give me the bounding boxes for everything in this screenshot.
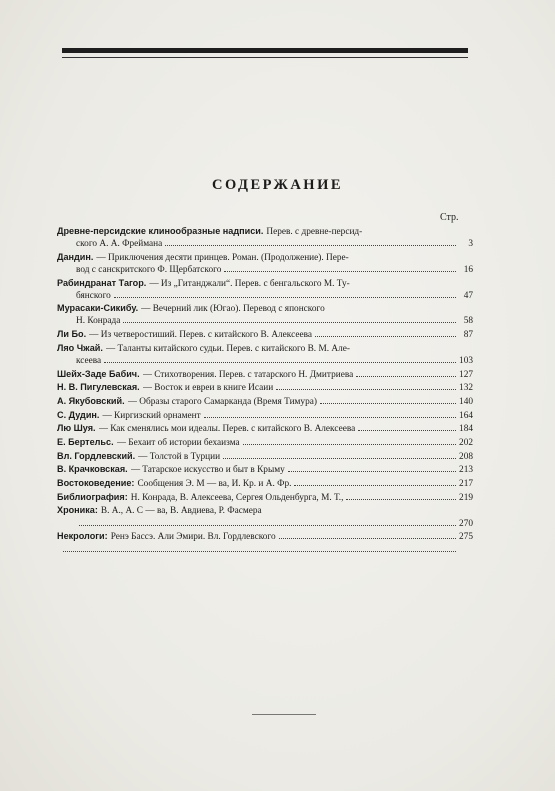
toc-entry xyxy=(57,225,473,250)
toc-author: Хроника: xyxy=(57,505,98,516)
dot-leader xyxy=(114,290,456,298)
toc-entry xyxy=(57,277,473,302)
toc-author: В. Крачковская. xyxy=(57,464,128,475)
toc-author: Н. В. Пигулевская. xyxy=(57,382,140,393)
toc-page-number: 217 xyxy=(459,479,473,490)
toc-title: Перев. с древне-персид- xyxy=(266,227,363,237)
toc-author: Лю Шуя. xyxy=(57,423,96,434)
dot-leader xyxy=(356,369,456,377)
toc-page-number: 275 xyxy=(459,532,473,543)
dot-leader xyxy=(315,329,456,337)
toc-title-cont: бянского xyxy=(76,290,111,301)
toc-page-number: 213 xyxy=(459,465,473,476)
toc-author: Е. Бертельс. xyxy=(57,437,114,448)
toc-author: Древне-персидские клинообразные надписи. xyxy=(57,226,264,236)
dot-leader xyxy=(204,410,456,418)
toc-title-cont: вод с санскритского Ф. Щербатского xyxy=(76,264,222,275)
toc-entry xyxy=(57,409,473,422)
dot-leader xyxy=(288,464,456,472)
toc-title: Ренэ Бассэ. Али Эмири. Вл. Гордлевского xyxy=(110,532,276,543)
dot-leader xyxy=(63,544,456,552)
toc-title-cont: Н. Конрада xyxy=(76,316,121,327)
toc-entry xyxy=(57,422,473,435)
toc-page-number: 47 xyxy=(463,290,473,301)
dot-leader xyxy=(243,437,456,445)
toc-page-number: 103 xyxy=(459,355,473,366)
toc-entry xyxy=(57,436,473,449)
toc-title: — Из „Гитанджали“. Перев. с бенгальского М. Ту- xyxy=(149,278,350,289)
page-column-label: Стр. xyxy=(440,212,459,223)
toc-title: — Образы старого Самарканда (Время Тимура) xyxy=(127,396,317,407)
toc-page-number: 270 xyxy=(459,518,473,529)
toc-entry xyxy=(57,328,473,341)
toc-page-number: 164 xyxy=(459,410,473,421)
dot-leader xyxy=(346,492,456,500)
bottom-rule xyxy=(252,714,316,715)
toc-author: Рабиндранат Тагор. xyxy=(57,277,147,288)
toc-page-number: 140 xyxy=(459,396,473,407)
toc-author: Ляо Чжай. xyxy=(57,342,103,353)
dot-leader xyxy=(276,382,456,390)
toc-entry xyxy=(57,477,473,490)
dot-leader xyxy=(223,451,456,459)
toc-title: — Стихотворения. Перев. с татарского Н. Дмитриева xyxy=(142,369,354,380)
toc-title: — Татарское искусство и быт в Крыму xyxy=(130,465,285,476)
toc-page-number: 208 xyxy=(459,451,473,462)
toc-title: — Как сменялись мои идеалы. Перев. с китайского В. Алексеева xyxy=(98,424,356,435)
dot-leader xyxy=(279,531,456,539)
toc-title: — Вечерний лик (Югао). Перевод с японского xyxy=(141,304,325,315)
toc-page-number: 127 xyxy=(459,369,473,380)
toc-entry xyxy=(57,342,473,367)
toc-title: — Из четверостиший. Перев. с китайского В. Алексеева xyxy=(89,330,312,341)
dot-leader xyxy=(104,355,456,363)
top-thick-rule xyxy=(62,48,468,53)
toc-author: Вл. Гордлевский. xyxy=(57,450,136,461)
toc-author: Востоковедение: xyxy=(57,478,135,489)
table-of-contents xyxy=(57,225,473,553)
toc-title: — Приключения десяти принцев. Роман. (Продолжение). Пере- xyxy=(96,252,349,263)
dot-leader xyxy=(294,478,456,486)
toc-page-number: 87 xyxy=(463,330,473,341)
toc-entry xyxy=(57,504,473,529)
top-thin-rule xyxy=(62,57,468,58)
toc-entry xyxy=(57,491,473,504)
toc-author: Библиография: xyxy=(57,491,128,502)
dot-leader xyxy=(320,396,456,404)
toc-title: В. А., А. С — ва, В. Авдиева, Р. Фасмера xyxy=(100,506,262,517)
toc-author: С. Дудин. xyxy=(57,409,100,420)
toc-title: — Восток и евреи в книге Исаии xyxy=(142,383,274,394)
toc-author: Дандин. xyxy=(57,251,94,262)
toc-entry xyxy=(57,450,473,463)
toc-title: Сообщения Э. М — ва, И. Кр. и А. Фр. xyxy=(137,479,292,490)
toc-title: — Таланты китайского судьи. Перев. с китайского В. М. Але- xyxy=(105,343,350,354)
toc-author: Мурасаки-Сикибу. xyxy=(57,303,139,314)
toc-page-number: 16 xyxy=(463,264,473,275)
toc-title-cont: ского А. А. Фреймана xyxy=(76,239,163,250)
toc-page-number: 202 xyxy=(459,438,473,449)
toc-page-number: 184 xyxy=(459,424,473,435)
toc-page-number: 3 xyxy=(468,239,473,250)
toc-title: Н. Конрада, В. Алексеева, Сергея Ольденбурга, М. Т., xyxy=(130,492,344,503)
dot-leader xyxy=(224,264,456,272)
toc-title-cont: ксеева xyxy=(76,355,102,366)
toc-author: А. Якубовский. xyxy=(57,395,125,406)
toc-author: Шейх-Заде Бабич. xyxy=(57,368,140,379)
toc-entry xyxy=(57,544,473,552)
toc-author: Некрологи: xyxy=(57,531,108,542)
toc-page-number: 219 xyxy=(459,492,473,503)
toc-author: Ли Бо. xyxy=(57,329,87,340)
toc-title: — Киргизский орнамент xyxy=(102,410,201,421)
page-title: СОДЕРЖАНИЕ xyxy=(211,177,344,193)
toc-entry xyxy=(57,368,473,381)
dot-leader xyxy=(79,518,456,526)
toc-page-number: 132 xyxy=(459,383,473,394)
toc-entry xyxy=(57,381,473,394)
dot-leader xyxy=(358,423,456,431)
toc-entry xyxy=(57,463,473,476)
toc-entry xyxy=(57,302,473,327)
dot-leader xyxy=(123,315,456,323)
dot-leader xyxy=(165,238,456,246)
toc-entry xyxy=(57,530,473,543)
toc-title: — Бехаит об истории бехаизма xyxy=(116,438,240,449)
toc-title: — Толстой в Турции xyxy=(138,451,221,462)
toc-entry xyxy=(57,251,473,276)
toc-page-number: 58 xyxy=(463,316,473,327)
toc-entry xyxy=(57,395,473,408)
